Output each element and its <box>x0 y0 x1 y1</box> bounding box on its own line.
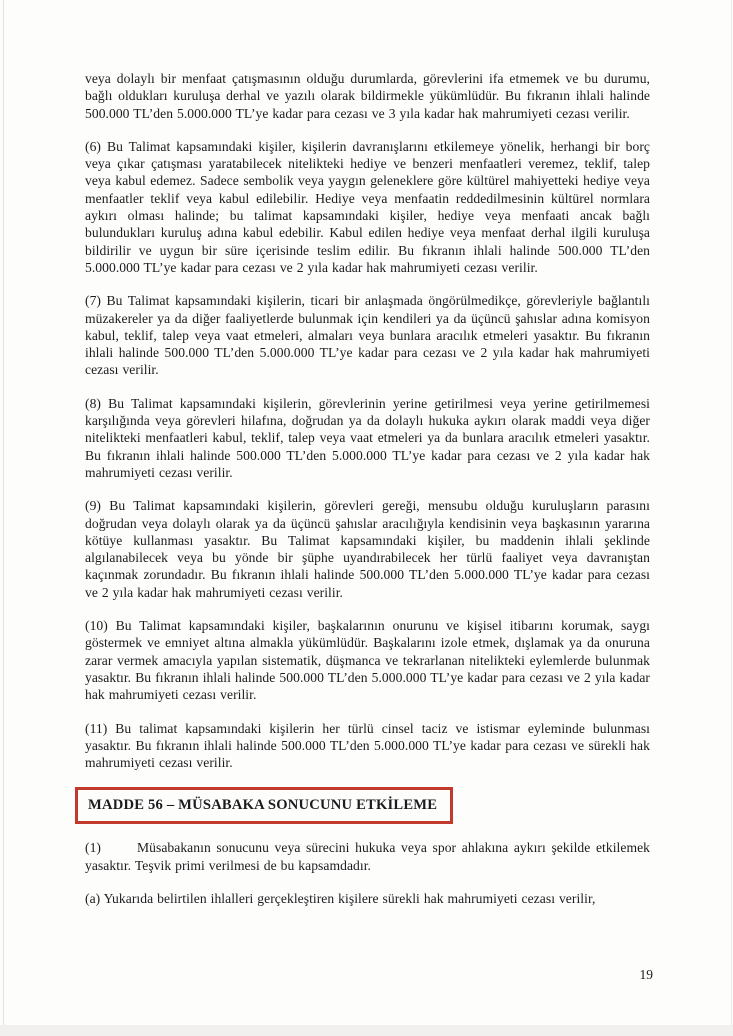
body-paragraph-clause-6: (6) Bu Talimat kapsamındaki kişiler, kişilerin davranışlarını etkilemeye yönelik, herhangi bir borç veya çıkar çatışması yaratabilecek nitelikteki hediye ve benzeri menfaatleri veremez, teklif, talep veya kabul edemez. Sadece sembolik veya yaygın geleneklere göre kültürel mahiyetteki hediye veya menfaatler teklif veya kabul edilebilir. Hediye veya menfaatin reddedilmesinin kültürel normlara aykırı olması halinde; bu talimat kapsamındaki kişiler, hediye veya menfaati ancak bağlı bulundukları kuruluş adına kabul edebilir. Kabul edilen hediye veya menfaat derhal ilgili kuruluşa bildirilir ve uygun bir süre içerisinde teslim edilir. Bu fıkranın ihlali halinde 500.000 TL’den 5.000.000 TL’ye kadar para cezası ve 2 yıla kadar hak mahrumiyeti cezası verilir. <box>85 138 650 275</box>
page-number: 19 <box>639 967 653 982</box>
body-paragraph-clause-8: (8) Bu Talimat kapsamındaki kişilerin, görevlerinin yerine getirilmesi veya yerine getirilmemesi karşılığında veya görevleri hilafına, doğrudan ya da dolaylı hukuka aykırı olarak maddi veya diğer nitelikteki menfaatleri kabul, teklif, talep veya vaat etmeleri ya da bunlara aracılık etmeleri yasaktır. Bu fıkranın ihlali halinde 500.000 TL’den 5.000.000 TL’ye kadar para cezası ve 2 yıla kadar hak mahrumiyeti cezası verilir. <box>85 395 650 480</box>
body-paragraph-clause-10: (10) Bu Talimat kapsamındaki kişiler, başkalarının onurunu ve kişisel itibarını korumak, saygı göstermek ve emniyet altına almakla yükümlüdür. Başkalarını izole etmek, dışlamak ya da onuruna zarar vermek amacıyla yapılan sistematik, düşmanca ve tekrarlanan nitelikteki eylemlerde bulunmak yasaktır. Bu fıkranın ihlali halinde 500.000 TL’den 5.000.000 TL’ye kadar para cezası ve 2 yıla kadar hak mahrumiyeti cezası verilir. <box>85 618 650 703</box>
article-heading: MADDE 56 – MÜSABAKA SONUCUNU ETKİLEME <box>88 797 438 814</box>
body-paragraph-clause-11: (11) Bu talimat kapsamındaki kişilerin her türlü cinsel taciz ve istismar eyleminde bulunması yasaktır. Bu fıkranın ihlali halinde 500.000 TL’den 5.000.000 TL’ye kadar para cezası ve sürekli hak mahrumiyeti cezası verilir. <box>85 720 650 771</box>
body-paragraph-madde56-clause-1 <box>85 839 650 874</box>
scan-bottom-band <box>0 1025 733 1036</box>
clause-text: Müsabakanın sonucunu veya sürecini hukuka veya spor ahlakına aykırı şekilde etkilemek yasaktır. Teşvik primi verilmesi de bu kapsamdadır. <box>85 840 650 873</box>
red-highlight-box <box>75 787 453 824</box>
scan-right-edge-line <box>731 0 732 1036</box>
document-text-block <box>85 70 650 923</box>
body-paragraph-clause-9: (9) Bu Talimat kapsamındaki kişilerin, görevleri gereği, mensubu olduğu kuruluşların parasını doğrudan veya dolaylı olarak ya da üçüncü şahıslar aracılığıyla kendisinin veya başkasının yararına kötüye kullanması yasaktır. Bu Talimat kapsamındaki kişiler, bu maddenin ihlali şeklinde algılanabilecek veya bu yönde bir şüphe uyandırabilecek her türlü faaliyet veya davranıştan kaçınmak zorundadır. Bu fıkranın ihlali halinde 500.000 TL’den 5.000.000 TL’ye kadar para cezası ve 2 yıla kadar hak mahrumiyeti cezası verilir. <box>85 498 650 600</box>
scan-left-edge-line <box>3 0 4 1036</box>
body-paragraph-clause-7: (7) Bu Talimat kapsamındaki kişilerin, ticari bir anlaşmada öngörülmedikçe, görevleriyle bağlantılı müzakereler ya da diğer faaliyetlerde bulunmak için kendileri ya da üçüncü şahıslar adına komisyon kabul, teklif, talep veya vaat etmeleri, almaları veya bunlara aracılık etmeleri yasaktır. Bu fıkranın ihlali halinde 500.000 TL’den 5.000.000 TL’ye kadar para cezası ve 2 yıla kadar hak mahrumiyeti cezası verilir. <box>85 293 650 378</box>
clause-number-label: (1) <box>85 840 102 856</box>
body-paragraph-item-a: (a) Yukarıda belirtilen ihlalleri gerçekleştiren kişilere sürekli hak mahrumiyeti cezası verilir, <box>85 890 596 906</box>
body-paragraph-intro-continuation: veya dolaylı bir menfaat çatışmasının olduğu durumlarda, görevlerini ifa etmemek ve bu durumu, bağlı oldukları kuruluşa derhal ve yazılı olarak bildirmekle yükümlüdür. Bu fıkranın ihlali halinde 500.000 TL’den 5.000.000 TL’ye kadar para cezası ve 3 yıla kadar hak mahrumiyeti cezası verilir. <box>85 71 650 121</box>
article-heading-row <box>75 787 650 824</box>
